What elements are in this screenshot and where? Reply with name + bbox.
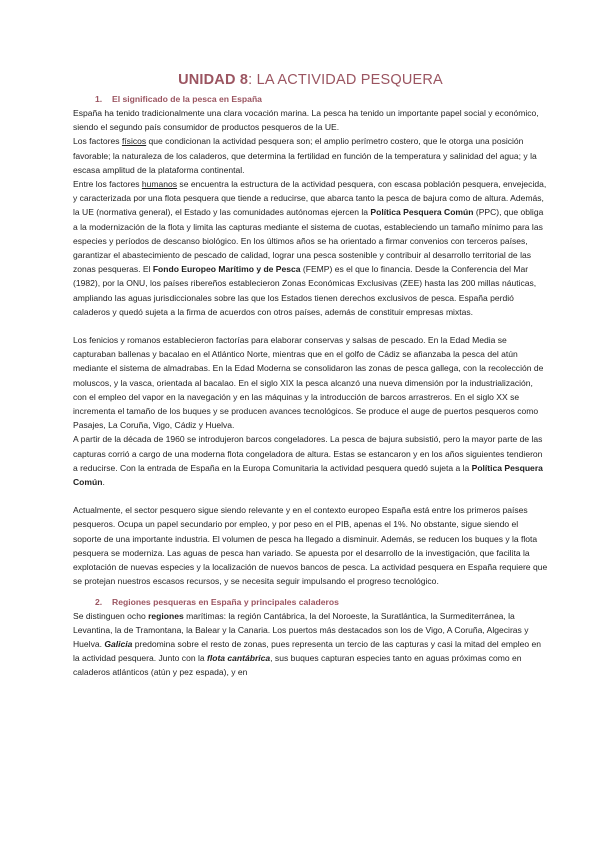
text-run: A partir de la década de 1960 se introdujeron barcos congeladores. La pesca de bajura subsistió, pero la mayor parte de las capturas corrió a cargo de una moderna flota congeladora de altura. Estas se estancaron y en los años siguientes tendieron a reducirse. Con la entrada de España en la Europa Comunitaria la actividad pesquera quedó sujeta a la (73, 434, 543, 473)
section-2-heading (95, 597, 548, 607)
spacer (73, 489, 548, 503)
paragraph (73, 609, 548, 680)
text-run: se encuentra la estructura de la actividad pesquera, con escasa población pesquera, envejecida, y caracterizada por una flota pesquera que tiende a reducirse, que abarca tanto la pesca de bajura como de altura. Además, la UE (normativa general), el Estado y las comunidades autónomas ejercen la (73, 179, 547, 218)
section-1-heading (95, 94, 548, 104)
paragraph: Los fenicios y romanos establecieron factorías para elaborar conservas y salsas de pescado. En la Edad Media se capturaban ballenas y bacalao en el Atlántico Norte, mientras que en el golfo de Cádiz se afianzaba la pesca del atún mediante el sistema de almadrabas. En la Edad Moderna se consolidaron las zonas de pesca gallega, con la recolección de moluscos, y la vasca, orientada al bacalao. En el siglo XIX la pesca alcanzó una nueva dimensión por la industrialización, con el empleo del vapor en la navegación y en las máquinas y la introducción de barcos arrastreros. En el siglo XX se incrementa el tamaño de los buques y se producen avances tecnológicos. Se produce el auge de puertos pesqueros como Pasajes, La Coruña, Vigo, Cádiz y Huelva. (73, 335, 544, 431)
page-title (73, 72, 548, 88)
paragraph: España ha tenido tradicionalmente una clara vocación marina. La pesca ha tenido un importante papel social y económico, siendo el segundo país consumidor de productos pesqueros de la UE. (73, 108, 539, 133)
section-2-number: 2. (95, 596, 103, 607)
text-run: marítimas: la región Cantábrica, la del Noroeste, la Suratlántica, la Surmediterránea, la Levantina, la de Tramontana, la Balear y la Canaria. Los puertos más destacados son los de Vigo, A Coruña, Algeciras y Huelva. (73, 610, 529, 649)
paragraph (73, 134, 548, 177)
underlined-term: físicos (121, 136, 147, 147)
spacer (73, 589, 548, 597)
section-2-title: Regiones pesqueras en España y principales caladeros (112, 596, 339, 607)
spacer (73, 319, 548, 333)
text-run: Entre los factores (73, 179, 142, 190)
text-run: , sus buques capturan especies tanto en aguas próximas como en caladeros atlánticos (atún y pez espada), y en (73, 653, 522, 678)
bold-term: Política Pesquera Común (370, 207, 474, 218)
text-run: . (102, 477, 105, 488)
text-run: que condicionan la actividad pesquera son; el amplio perímetro costero, que le otorga una posición favorable; la naturaleza de los caladeros, que determina la fertilidad en función de la temperatura y salinidad del agua; y la escasa amplitud de la plataforma continental. (73, 136, 537, 175)
text-run: (PPC), que obliga a la modernización de la flota y limita las capturas mediante el sistema de cuotas, estableciendo un tamaño mínimo para las especies y períodos de descanso biológico. En los últimos años se ha orientado a firmar convenios con terceros países, garantizar el abastecimiento de pescado de calidad, lograr una pesca sostenible y contribuir al desarrollo territorial de las zonas pesqueras. El (73, 207, 544, 275)
text-run: Los factores (73, 136, 122, 147)
text-run: predomina sobre el resto de zonas, pues representa un tercio de las capturas y casi la mitad del empleo en la actividad pesquera. Junto con la (73, 638, 541, 664)
bold-term: Fondo Europeo Marítimo y de Pesca (152, 264, 301, 275)
paragraph (73, 432, 548, 489)
bold-italic-term: flota cantábrica (207, 653, 271, 664)
text-run: (FEMP) es el que lo financia. Desde la Conferencia del Mar (1982), por la ONU, los países ribereños establecieron Zonas Económicas Exclusivas (ZEE) hasta las 200 millas náuticas, ampliando las aguas jurisdiccionales sobre las que los Estados tienen derechos exclusivos de pesca. España perdió caladeros y quedó sujeta a la firma de acuerdos con otros países, además de constituir empresas mixtas. (73, 264, 537, 317)
section-1-number: 1. (95, 94, 103, 104)
bold-term: Política Pesquera Común (73, 462, 543, 488)
paragraph: Actualmente, el sector pesquero sigue siendo relevante y en el contexto europeo España está entre los primeros países pesqueros. Ocupa un papel secundario por empleo, y por peso en el PIB, apenas el 1%. No obstante, sigue siendo el soporte de una importante industria. El volumen de pesca ha llegado a disminuir. Además, se reducen los buques y la flota pesquera se moderniza. Las aguas de pesca han variado. Se apuesta por el desarrollo de la investigación, que facilita la explotación de nuevas especies y la localización de nuevos bancos de pesca. La actividad pesquera en España requiere que se protejan nuestros escasos recursos, y se necesita seguir impulsando el progreso tecnológico. (73, 505, 548, 587)
title-unit: UNIDAD 8 (178, 72, 249, 88)
paragraph (73, 177, 548, 319)
underlined-term: humanos (141, 179, 178, 190)
text-run: Se distinguen ocho (73, 610, 149, 621)
bold-term: regiones (148, 610, 184, 621)
bold-italic-term: Galicia (104, 638, 133, 649)
title-text: : LA ACTIVIDAD PESQUERA (248, 72, 443, 88)
section-1-title: El significado de la pesca en España (112, 94, 262, 104)
